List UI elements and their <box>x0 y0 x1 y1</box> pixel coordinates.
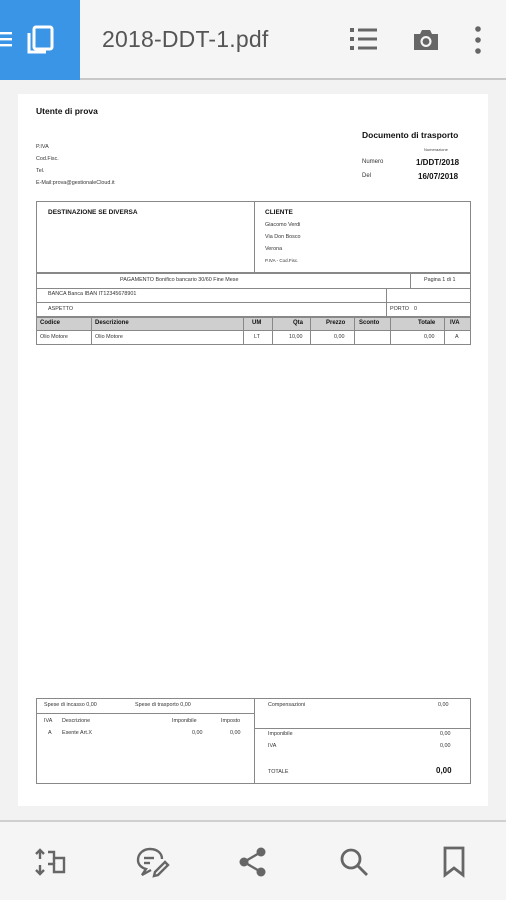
share-icon[interactable] <box>238 846 268 883</box>
table-row-iva: A <box>455 334 459 340</box>
table-row-qta: 10,00 <box>289 334 303 340</box>
del-label: Del <box>362 173 372 179</box>
iva-label: IVA <box>268 743 277 749</box>
col-codice: Codice <box>40 320 61 326</box>
col-sconto: Sconto <box>359 320 380 326</box>
cliente-piva: P.IVA - Cod.Fisc. <box>265 258 299 263</box>
iva-row-imposto: 0,00 <box>230 730 241 736</box>
camera-icon[interactable] <box>412 28 440 57</box>
company-name: Utente di prova <box>36 106 98 116</box>
porto-value: 0 <box>414 306 417 312</box>
fit-page-icon[interactable] <box>34 846 68 883</box>
cliente-city: Verona <box>265 246 283 252</box>
iva-value: 0,00 <box>440 743 451 749</box>
pagamento-text: PAGAMENTO Bonifico bancario 30/60 Fine Mese <box>120 277 239 283</box>
col-qta: Qta <box>293 320 304 326</box>
table-row-um: LT <box>254 334 260 340</box>
table-row-prezzo: 0,00 <box>334 334 345 340</box>
bottom-toolbar <box>0 820 506 900</box>
menu-icon[interactable] <box>0 30 12 53</box>
col-totale: Totale <box>418 320 436 326</box>
aspetto-label: ASPETTO <box>48 306 74 312</box>
col-um: UM <box>252 320 262 326</box>
iva-row-imponibile: 0,00 <box>192 730 203 736</box>
company-email: E-Mail:prova@gestionaleCloud.it <box>36 180 115 186</box>
numero-label: Numero <box>362 159 384 165</box>
table-row-descrizione: Olio Motore <box>95 334 123 340</box>
iva-row-descrizione: Esente Art.X <box>62 730 92 736</box>
comment-edit-icon[interactable] <box>134 846 170 883</box>
porto-label: PORTO <box>390 306 409 312</box>
company-codfisc: Cod.Fisc. <box>36 156 59 162</box>
destination-title: DESTINAZIONE SE DIVERSA <box>48 209 138 216</box>
navigation-tile[interactable] <box>0 0 80 80</box>
pdf-page[interactable] <box>18 94 488 806</box>
compensazioni-value: 0,00 <box>438 702 449 708</box>
list-icon[interactable] <box>350 26 378 57</box>
cliente-title: CLIENTE <box>265 209 293 216</box>
table-row-totale: 0,00 <box>424 334 435 340</box>
document-icon[interactable] <box>24 24 56 61</box>
col-descrizione: Descrizione <box>95 320 129 326</box>
cliente-address: Via Don Bosco <box>265 234 301 240</box>
table-row-codice: Olio Motore <box>40 334 68 340</box>
numero-value: 1/DDT/2018 <box>416 158 460 167</box>
totale-value: 0,00 <box>436 766 452 775</box>
more-vert-icon[interactable] <box>474 26 482 59</box>
iva-col-imposto: Imposto <box>221 718 241 724</box>
del-value: 16/07/2018 <box>418 172 459 181</box>
document-type: Documento di trasporto <box>362 130 459 140</box>
imponibile-value: 0,00 <box>440 731 451 737</box>
pagina-text: Pagina 1 di 1 <box>424 277 456 283</box>
totale-label: TOTALE <box>268 769 289 775</box>
top-toolbar <box>0 0 506 80</box>
spese-incasso: Spese di incasso 0,00 <box>44 702 97 708</box>
cliente-name: Giacomo Verdi <box>265 222 301 228</box>
page-gap <box>0 806 506 820</box>
company-tel: Tel. <box>36 168 45 174</box>
iva-col-iva: IVA <box>44 718 53 724</box>
company-piva: P.IVA <box>36 144 49 150</box>
imponibile-label: Imponibile <box>268 731 293 737</box>
iva-col-imponibile: Imponibile <box>172 718 197 724</box>
document-content <box>18 94 488 806</box>
search-icon[interactable] <box>338 846 370 883</box>
iva-row-code: A <box>48 730 52 736</box>
spese-trasporto: Spese di trasporto 0,00 <box>135 702 191 708</box>
bookmark-icon[interactable] <box>442 846 466 883</box>
banca-text: BANCA Banca IBAN IT12345678901 <box>48 291 137 297</box>
iva-col-descrizione: Descrizione <box>62 718 91 724</box>
col-prezzo: Prezzo <box>326 320 346 326</box>
numerazione-label: Numerazione <box>424 147 448 152</box>
compensazioni-label: Compensazioni <box>268 702 306 708</box>
document-title: 2018-DDT-1.pdf <box>102 26 269 52</box>
col-iva: IVA <box>450 320 460 326</box>
